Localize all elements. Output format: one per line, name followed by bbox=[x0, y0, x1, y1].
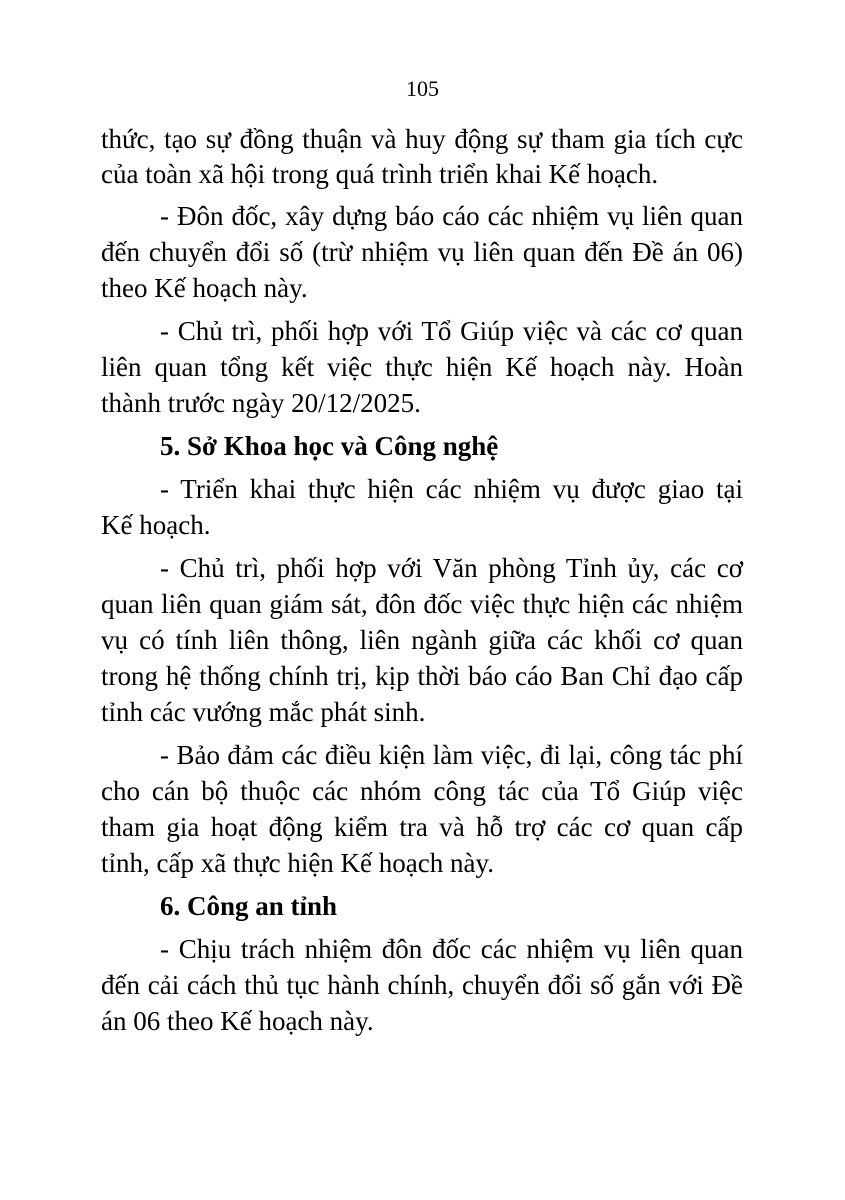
text-line: quan liên quan giám sát, đôn đốc việc thực hiện các nhiệm bbox=[101, 589, 743, 619]
text-line: của toàn xã hội trong quá trình triển khai Kế hoạch. bbox=[101, 159, 659, 189]
text-line: liên quan tổng kết việc thực hiện Kế hoạch này. Hoàn bbox=[101, 352, 743, 382]
text-line: thức, tạo sự đồng thuận và huy động sự tham gia tích cực bbox=[101, 124, 743, 154]
text-line: - Chủ trì, phối hợp với Văn phòng Tỉnh ủy, các cơ bbox=[160, 553, 743, 583]
text-line: tỉnh, cấp xã thực hiện Kế hoạch này. bbox=[101, 848, 494, 878]
text-line: vụ có tính liên thông, liên ngành giữa các khối cơ quan bbox=[101, 625, 743, 655]
text-line: - Triển khai thực hiện các nhiệm vụ được giao tại bbox=[160, 474, 743, 504]
text-line: án 06 theo Kế hoạch này. bbox=[101, 1006, 374, 1036]
text-line: đến chuyển đổi số (trừ nhiệm vụ liên quan đến Đề án 06) bbox=[101, 237, 743, 267]
text-line: tỉnh các vướng mắc phát sinh. bbox=[101, 697, 426, 727]
text-line: đến cải cách thủ tục hành chính, chuyển đổi số gắn với Đề bbox=[101, 970, 743, 1000]
section-heading-so-khcn: 5. Sở Khoa học và Công nghệ bbox=[160, 431, 499, 461]
text-line: theo Kế hoạch này. bbox=[101, 273, 308, 303]
text-line: - Đôn đốc, xây dựng báo cáo các nhiệm vụ liên quan bbox=[160, 201, 743, 231]
text-line: tham gia hoạt động kiểm tra và hỗ trợ các cơ quan cấp bbox=[101, 812, 743, 842]
page-number: 105 bbox=[406, 76, 439, 101]
text-line: trong hệ thống chính trị, kịp thời báo cáo Ban Chỉ đạo cấp bbox=[101, 661, 743, 691]
text-line: - Chủ trì, phối hợp với Tổ Giúp việc và các cơ quan bbox=[160, 316, 743, 346]
section-heading-cong-an: 6. Công an tỉnh bbox=[160, 891, 338, 921]
text-line: - Chịu trách nhiệm đôn đốc các nhiệm vụ liên quan bbox=[160, 934, 743, 964]
text-line: thành trước ngày 20/12/2025. bbox=[101, 388, 421, 418]
text-line: - Bảo đảm các điều kiện làm việc, đi lại, công tác phí bbox=[160, 740, 743, 770]
text-line: Kế hoạch. bbox=[101, 510, 211, 540]
text-line: cho cán bộ thuộc các nhóm công tác của Tổ Giúp việc bbox=[101, 776, 743, 806]
